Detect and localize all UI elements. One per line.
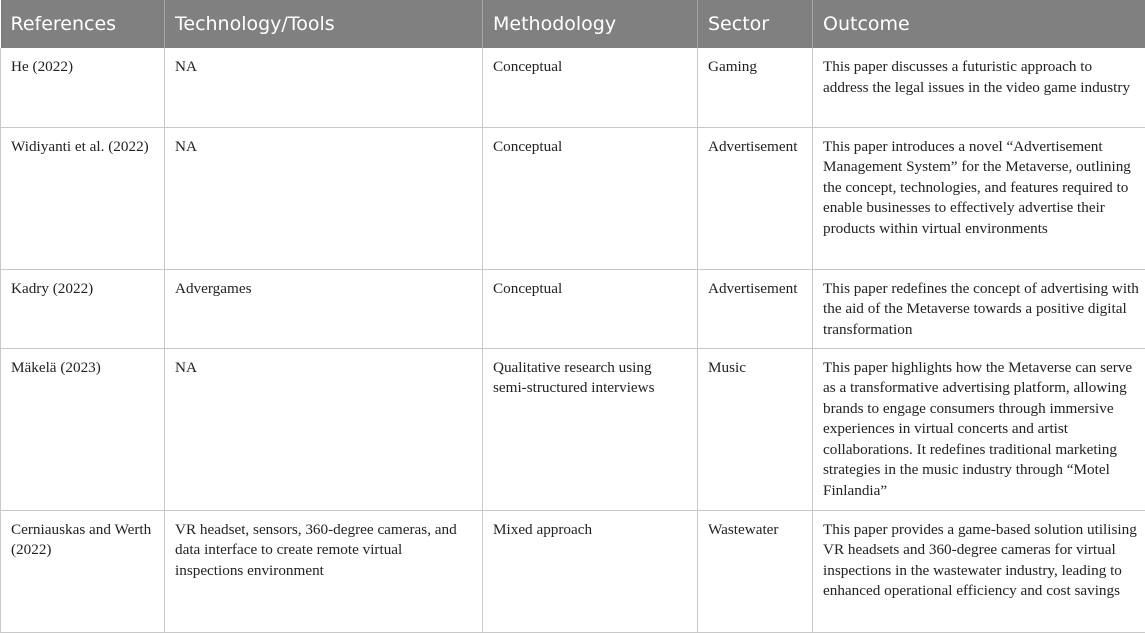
header-sector: Sector <box>698 0 813 48</box>
cell-outcome: This paper introduces a novel “Advertisement Management System” for the Metaverse, outlining the concept, technologies, and features required to enable businesses to effectively advertise their products within virtual environments <box>813 127 1145 269</box>
cell-methodology: Qualitative research using semi-structured interviews <box>483 348 698 510</box>
cell-references: Widiyanti et al. (2022) <box>1 127 165 269</box>
cell-methodology: Conceptual <box>483 127 698 269</box>
cell-technology: Advergames <box>165 269 483 348</box>
table-row <box>1 48 1145 127</box>
cell-methodology: Mixed approach <box>483 510 698 632</box>
table-body <box>1 48 1145 632</box>
table-row <box>1 348 1145 510</box>
cell-outcome: This paper discusses a futuristic approach to address the legal issues in the video game industry <box>813 48 1145 127</box>
cell-methodology: Conceptual <box>483 48 698 127</box>
header-methodology: Methodology <box>483 0 698 48</box>
cell-sector: Advertisement <box>698 127 813 269</box>
cell-technology: NA <box>165 48 483 127</box>
cell-technology: VR headset, sensors, 360-degree cameras, and data interface to create remote virtual inspections environment <box>165 510 483 632</box>
cell-sector: Advertisement <box>698 269 813 348</box>
cell-sector: Wastewater <box>698 510 813 632</box>
header-row <box>1 0 1145 48</box>
table-row <box>1 510 1145 632</box>
table-row <box>1 269 1145 348</box>
cell-references: Cerniauskas and Werth (2022) <box>1 510 165 632</box>
cell-outcome: This paper redefines the concept of advertising with the aid of the Metaverse towards a positive digital transformation <box>813 269 1145 348</box>
cell-references: Mäkelä (2023) <box>1 348 165 510</box>
cell-methodology: Conceptual <box>483 269 698 348</box>
cell-references: Kadry (2022) <box>1 269 165 348</box>
cell-outcome: This paper highlights how the Metaverse can serve as a transformative advertising platform, allowing brands to engage consumers through immersive experiences in virtual concerts and artist collaborations. It redefines traditional marketing strategies in the music industry through “Motel Finlandia” <box>813 348 1145 510</box>
cell-sector: Music <box>698 348 813 510</box>
header-references: References <box>1 0 165 48</box>
table-header <box>1 0 1145 48</box>
header-outcome: Outcome <box>813 0 1145 48</box>
table-row <box>1 127 1145 269</box>
cell-outcome: This paper provides a game-based solution utilising VR headsets and 360-degree cameras for virtual inspections in the wastewater industry, leading to enhanced operational efficiency and cost savings <box>813 510 1145 632</box>
cell-sector: Gaming <box>698 48 813 127</box>
header-technology: Technology/Tools <box>165 0 483 48</box>
cell-technology: NA <box>165 127 483 269</box>
cell-references: He (2022) <box>1 48 165 127</box>
cell-technology: NA <box>165 348 483 510</box>
